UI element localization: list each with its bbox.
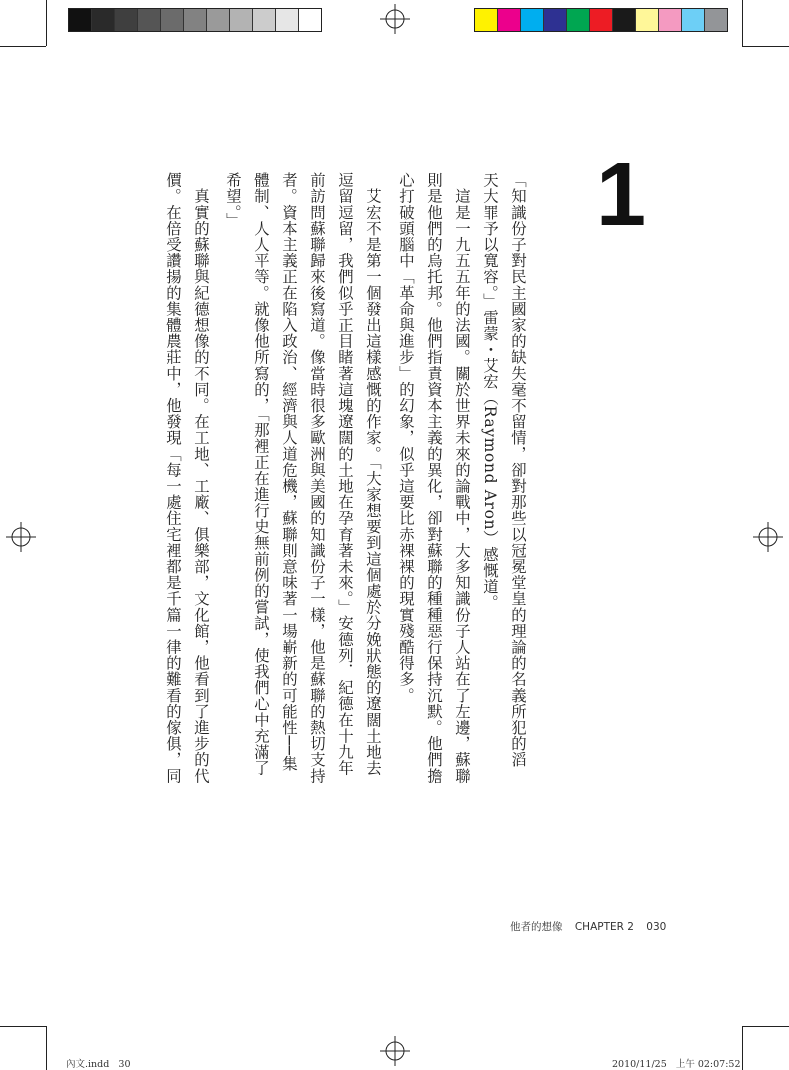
color-swatch [590,9,613,31]
color-swatch [544,9,567,31]
color-swatch [705,9,727,31]
gray-swatch [253,9,276,31]
registration-mark-left-icon [6,522,36,552]
running-footer [510,919,675,934]
gray-swatch [161,9,184,31]
footer-book-title: 他者的想像 [510,921,563,933]
text-column: 天大罪予以寬容。」雷蒙・艾宏（Raymond Aron）感慨道。 [481,172,499,611]
slug-file-name: 內文.indd 30 [66,1059,131,1070]
gray-swatch [276,9,299,31]
crop-mark-top-right-v [742,0,743,46]
text-column: 體制、人人平等。就像他所寫的，「那裡正在進行史無前例的嘗試，使我們心中充滿了 [252,172,270,777]
text-column: 逗留逗留，我們似乎正目睹著這塊遼闊的土地在孕育著未來。」安德列．紀德在十九年 [336,172,354,777]
color-swatch [613,9,636,31]
registration-mark-right-icon [753,522,783,552]
text-column: 心打破頭腦中「革命與進步」的幻象，似乎這要比赤裸裸的現實殘酷得多。 [397,172,415,704]
gray-swatch [184,9,207,31]
color-swatch [475,9,498,31]
text-column: 艾宏不是第一個發出這樣感慨的作家。「大家想要到這個處於分娩狀態的遼闊土地去 [364,172,382,777]
crop-mark-top-left-h [0,46,46,47]
gray-swatch [92,9,115,31]
gray-swatch [115,9,138,31]
color-calibration-bar [474,8,728,32]
color-swatch [567,9,590,31]
color-swatch [521,9,544,31]
footer-page-number: 030 [646,921,667,933]
text-column: 「知識份子對民主國家的缺失毫不留情，卻對那些以冠冕堂皇的理論的名義所犯的滔 [509,172,527,768]
gray-swatch [230,9,253,31]
slug-timestamp: 2010/11/25 上午 02:07:52 [612,1059,741,1070]
crop-mark-top-right-h [742,46,789,47]
registration-mark-bottom-icon [380,1036,410,1066]
crop-mark-top-left-v [46,0,47,46]
color-swatch [682,9,705,31]
crop-mark-bottom-right-v [742,1026,743,1070]
color-swatch [659,9,682,31]
text-column: 前訪問蘇聯歸來後寫道。像當時很多歐洲與美國的知識份子一樣，他是蘇聯的熱切支持 [308,172,326,784]
color-swatch [498,9,521,31]
text-column: 者。資本主義正在陷入政治、經濟與人道危機，蘇聯則意味著一場嶄新的可能性──集 [280,172,298,772]
gray-swatch [69,9,92,31]
text-column: 希望。」 [224,172,242,229]
crop-mark-bottom-left-h [0,1026,46,1027]
crop-mark-bottom-right-h [742,1026,789,1027]
color-swatch [636,9,659,31]
gray-swatch [207,9,230,31]
text-column: 則是他們的烏托邦。他們指責資本主義的異化，卻對蘇聯的種種惡行保持沉默。他們擔 [425,172,443,784]
footer-chapter: CHAPTER 2 [574,921,634,933]
registration-mark-top-icon [380,4,410,34]
text-column: 價。在倍受讚揚的集體農莊中，他發現「每一處住宅裡都是千篇一律的難看的傢俱，同 [164,172,182,784]
gray-swatch [138,9,161,31]
crop-mark-bottom-left-v [46,1026,47,1070]
text-column: 這是一九五五年的法國。關於世界未來的論戰中，大多知識份子人站在了左邊，蘇聯 [453,172,471,784]
chapter-number: 1 [596,145,647,245]
text-column: 真實的蘇聯與紀德想像的不同。在工地、工廠、俱樂部，文化館，他看到了進步的代 [192,172,210,784]
gray-swatch [299,9,321,31]
grayscale-calibration-bar [68,8,322,32]
